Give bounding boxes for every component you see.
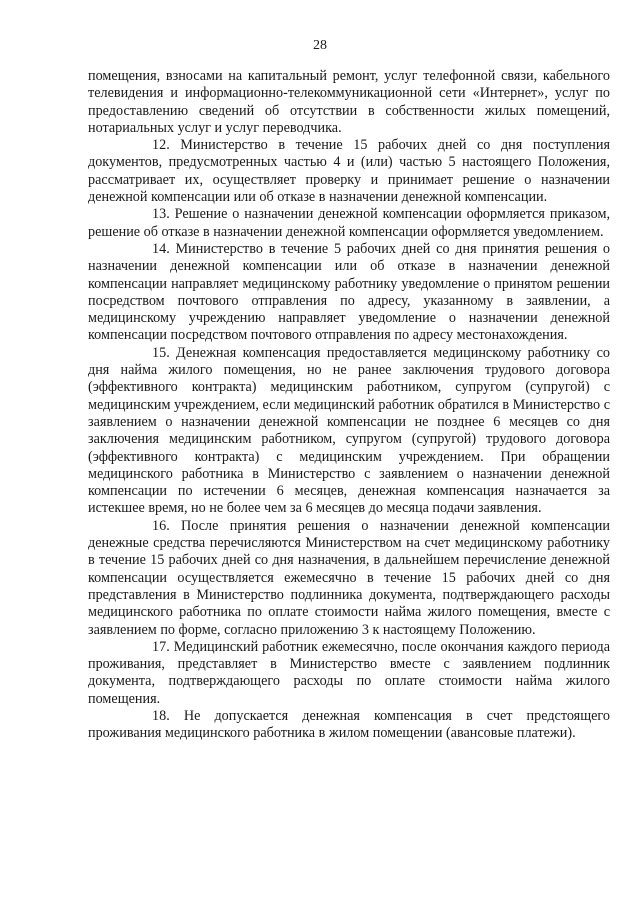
paragraph-17: 17. Медицинский работник ежемесячно, после окончания каждого периода проживания, представляет в Министерство вместе с заявлением подлинник документа, подтверждающего расходы по оплате стоимости найма жилого помещения. [88, 638, 610, 707]
paragraph-12: 12. Министерство в течение 15 рабочих дней со дня поступления документов, предусмотренных частью 4 и (или) частью 5 настоящего Положения, рассматривает их, осуществляет проверку и принимает решение о назначении денежной компенсации или об отказе в назначении денежной компенсации. [88, 137, 610, 206]
paragraph-13: 13. Решение о назначении денежной компенсации оформляется приказом, решение об отказе в назначении денежной компенсации оформляется уведомлением. [88, 206, 610, 240]
document-body [88, 68, 610, 743]
page-number: 28 [313, 38, 327, 53]
paragraph-16: 16. После принятия решения о назначении денежной компенсации денежные средства перечисляются Министерством на счет медицинскому работнику в течение 15 рабочих дней со дня назначения, в дальнейшем перечисление денежной компенсации осуществляется ежемесячно в течение 15 рабочих дней со дня представления в Министерство подлинника документа, подтверждающего расходы медицинского работника по оплате стоимости найма жилого помещения, вместе с заявлением по форме, согласно приложению 3 к настоящему Положению. [88, 517, 610, 638]
paragraph-15: 15. Денежная компенсация предоставляется медицинскому работнику со дня найма жилого помещения, но не ранее заключения трудового договора (эффективного контракта) медицинским работником, супругом (супругой) с медицинским учреждением, если медицинский работник обратился в Министерство с заявлением о назначении денежной компенсации не позднее 6 месяцев со дня заключения медицинским работником, супругом (супругой) трудового договора (эффективного контракта) с медицинским учреждением. При обращении медицинского работника в Министерство с заявлением о назначении денежной компенсации по истечении 6 месяцев, денежная компенсация назначается за истекшее время, но не более чем за 6 месяцев до месяца подачи заявления. [88, 344, 610, 517]
paragraph-18: 18. Не допускается денежная компенсация в счет предстоящего проживания медицинского работника в жилом помещении (авансовые платежи). [88, 707, 610, 742]
paragraph-14: 14. Министерство в течение 5 рабочих дней со дня принятия решения о назначении денежной компенсации или об отказе в назначении денежной компенсации направляет медицинскому работнику уведомление о принятом решении посредством почтового отправления по адресу, указанному в заявлении, а медицинскому учреждению направляет уведомление о назначении денежной компенсации посредством почтового отправления по адресу местонахождения. [88, 240, 610, 344]
paragraph-continuation: помещения, взносами на капитальный ремонт, услуг телефонной связи, кабельного телевидения и информационно-телекоммуникационной сети «Интернет», услуг по предоставлению сведений об отсутствии в собственности жилых помещений, нотариальных услуг и услуг переводчика. [88, 68, 610, 136]
